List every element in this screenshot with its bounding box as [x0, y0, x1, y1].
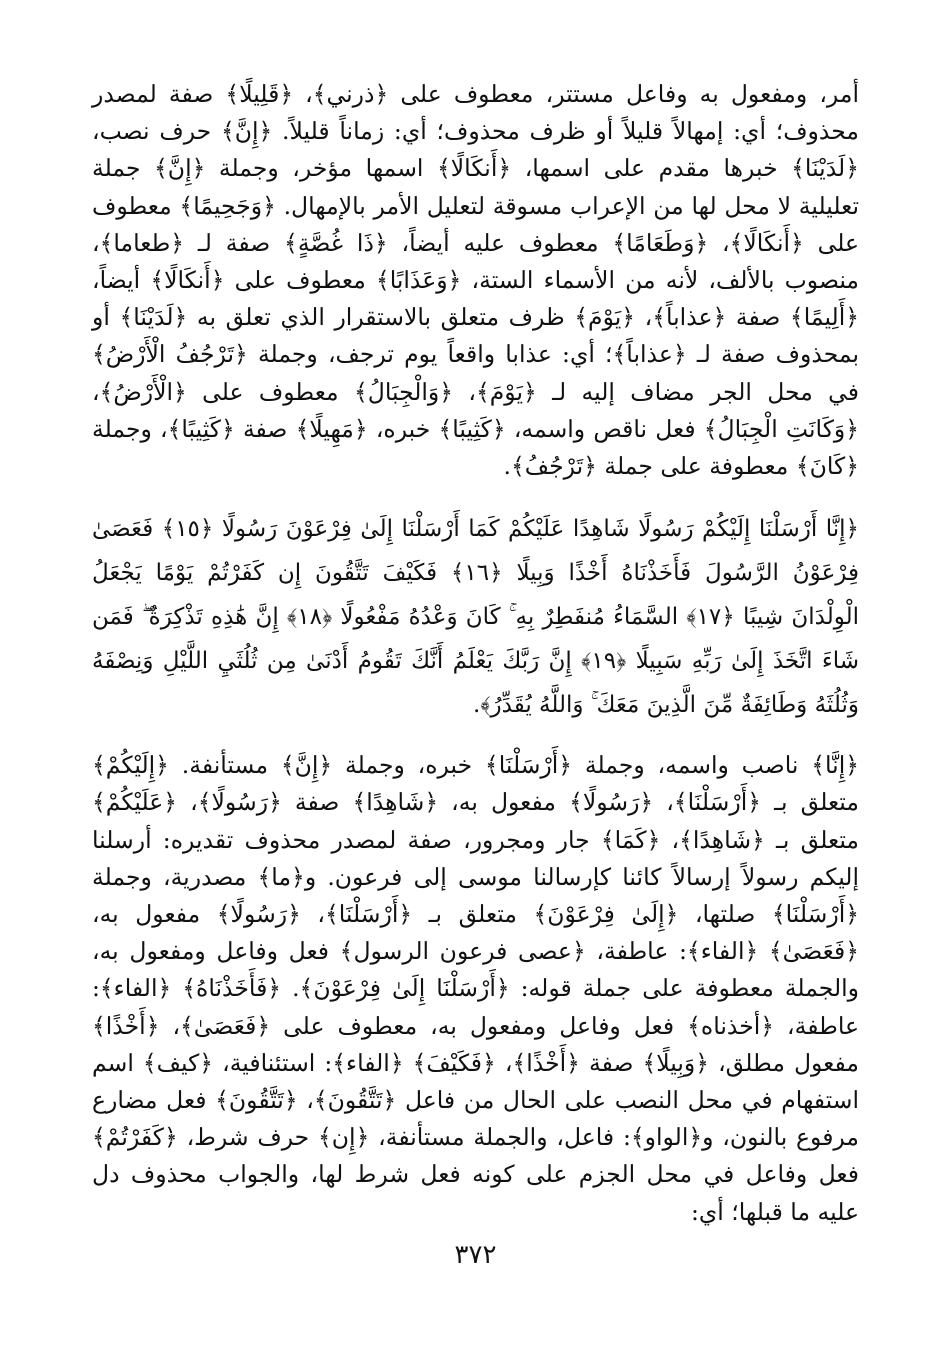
page-number: ٣٧٢ — [454, 1240, 497, 1270]
quran-verse-block: ﴿إِنَّا أَرْسَلْنَا إِلَيْكُمْ رَسُولًا شَاهِدًا عَلَيْكُمْ كَمَا أَرْسَلْنَا إِلَىٰ فِرْعَوْنَ رَسُولًا ﴿١٥﴾ فَعَصَىٰ فِرْعَوْنُ الرَّسُولَ فَأَخَذْنَاهُ أَخْذًا وَبِيلًا ﴿١٦﴾ فَكَيْفَ تَتَّقُونَ إِن كَفَرْتُمْ يَوْمًا يَجْعَلُ الْوِلْدَانَ شِيبًا ﴿١٧﴾ السَّمَاءُ مُنفَطِرٌ بِهِ ۚ كَانَ وَعْدُهُ مَفْعُولًا ﴿١٨﴾ إِنَّ هَٰذِهِ تَذْكِرَةٌ ۖ فَمَن شَاءَ اتَّخَذَ إِلَىٰ رَبِّهِ سَبِيلًا ﴿١٩﴾ إِنَّ رَبَّكَ يَعْلَمُ أَنَّكَ تَقُومُ أَدْنَىٰ مِن ثُلُثَيِ اللَّيْلِ وَنِصْفَهُ وَثُلُثَهُ وَطَائِفَةٌ مِّنَ الَّذِينَ مَعَكَ ۚ وَاللَّهُ يُقَدِّرُ﴾. — [92, 516, 859, 719]
commentary-paragraph-1: أمر، ومفعول به وفاعل مستتر، معطوف على ﴿ذرني﴾، ﴿قَلِيلًا﴾ صفة لمصدر محذوف؛ أي: إمهالاً قليلاً أو ظرف محذوف؛ أي: زماناً قليلاً. ﴿إِنَّ﴾ حرف نصب، ﴿لَدَيْنَا﴾ خبرها مقدم على اسمها، ﴿أَنكَالًا﴾ اسمها مؤخر، وجملة ﴿إِنَّ﴾ جملة تعليلية لا محل لها من الإعراب مسوقة لتعليل الأمر بالإمهال. ﴿وَجَحِيمًا﴾ معطوف على ﴿أَنكَالًا﴾، ﴿وَطَعَامًا﴾ معطوف عليه أيضاً، ﴿ذَا غُصَّةٍ﴾ صفة لـ ﴿طعاما﴾، منصوب بالألف، لأنه من الأسماء الستة، ﴿وَعَذَابًا﴾ معطوف على ﴿أَنكَالًا﴾ أيضاً، ﴿أَلِيمًا﴾ صفة ﴿عذاباً﴾، ﴿يَوْمَ﴾ ظرف متعلق بالاستقرار الذي تعلق به ﴿لَدَيْنَا﴾ أو بمحذوف صفة لـ ﴿عذاباً﴾؛ أي: عذابا واقعاً يوم ترجف، وجملة ﴿تَرْجُفُ الْأَرْضُ﴾ في محل الجر مضاف إليه لـ ﴿يَوْمَ﴾، ﴿وَالْجِبَالُ﴾ معطوف على ﴿الْأَرْضُ﴾، ﴿وَكَانَتِ الْجِبَالُ﴾ فعل ناقص واسمه، ﴿كَثِيبًا﴾ خبره، ﴿مَهِيلًا﴾ صفة ﴿كَثِيبًا﴾، وجملة ﴿كَانَ﴾ معطوفة على جملة ﴿تَرْجُفُ﴾. — [92, 80, 859, 481]
commentary-paragraph-2: ﴿إِنَّا﴾ ناصب واسمه، وجملة ﴿أَرْسَلْنَا﴾ خبره، وجملة ﴿إِنَّ﴾ مستأنفة. ﴿إِلَيْكُمْ﴾ متعلق بـ ﴿أَرْسَلْنَا﴾، ﴿رَسُولًا﴾ مفعول به، ﴿شَاهِدًا﴾ صفة ﴿رَسُولًا﴾، ﴿عَلَيْكُمْ﴾ متعلق بـ ﴿شَاهِدًا﴾، ﴿كَمَا﴾ جار ومجرور، صفة لمصدر محذوف تقديره: أرسلنا إليكم رسولاً إرسالاً كائنا كإرسالنا موسى إلى فرعون. و﴿ما﴾ مصدرية، وجملة ﴿أَرْسَلْنَا﴾ صلتها، ﴿إِلَىٰ فِرْعَوْنَ﴾ متعلق بـ ﴿أَرْسَلْنَا﴾، ﴿رَسُولًا﴾ مفعول به، ﴿فَعَصَىٰ﴾ ﴿الفاء﴾: عاطفة، ﴿عصى فرعون الرسول﴾ فعل وفاعل ومفعول به، والجملة معطوفة على جملة قوله: ﴿أَرْسَلْنَا إِلَىٰ فِرْعَوْنَ﴾. ﴿فَأَخَذْنَاهُ﴾ ﴿الفاء﴾: عاطفة، ﴿أخذناه﴾ فعل وفاعل ومفعول به، معطوف على ﴿فَعَصَىٰ﴾، ﴿أَخْذًا﴾ مفعول مطلق، ﴿وَبِيلًا﴾ صفة ﴿أَخْذًا﴾، ﴿فَكَيْفَ﴾ ﴿الفاء﴾: استئنافية، ﴿كيف﴾ اسم استفهام في محل النصب على الحال من فاعل ﴿تَتَّقُونَ﴾، ﴿تَتَّقُونَ﴾ فعل مضارع مرفوع بالنون، و﴿الواو﴾: فاعل، والجملة مستأنفة، ﴿إِن﴾ حرف شرط، ﴿كَفَرْتُمْ﴾ فعل وفاعل في محل الجزم على كونه فعل شرط لها، والجواب محذوف دل عليه ما قبلها؛ أي: — [92, 751, 859, 1226]
